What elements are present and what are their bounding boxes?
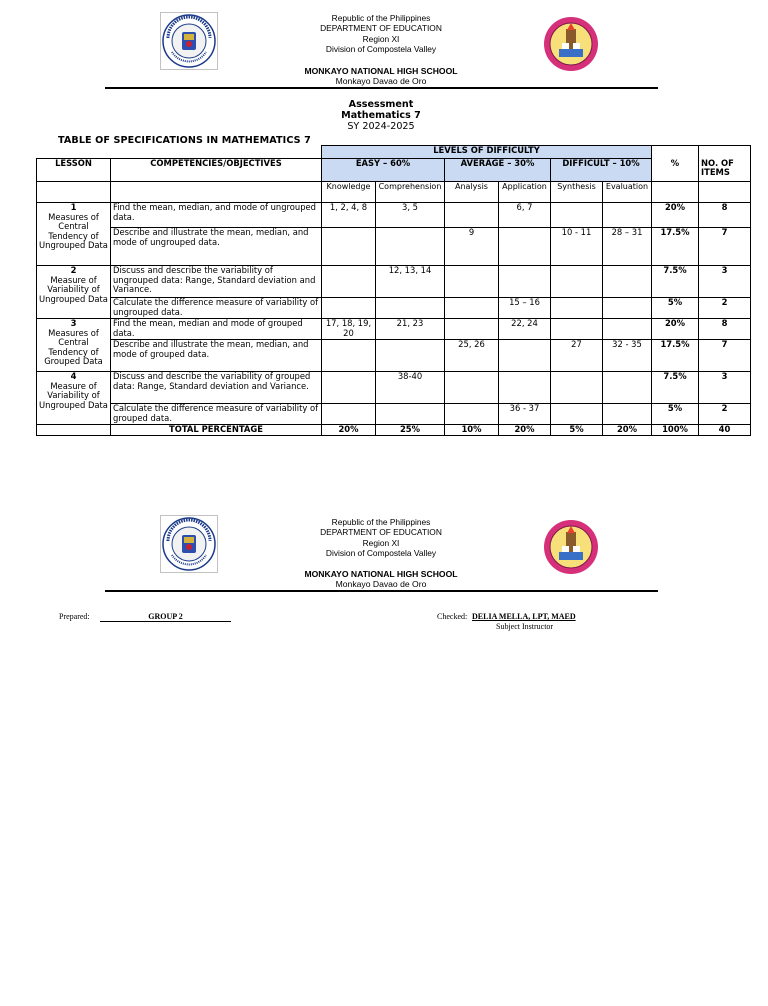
table-row bbox=[37, 372, 751, 404]
objective-cell: Describe and illustrate the mean, median, and mode of ungrouped data. bbox=[111, 228, 322, 266]
knowledge-cell bbox=[322, 298, 376, 319]
synthesis-cell bbox=[551, 404, 603, 425]
header-line-deped: DEPARTMENT OF EDUCATION bbox=[320, 527, 442, 538]
table-row-subheader bbox=[37, 182, 751, 203]
school-name: MONKAYO NATIONAL HIGH SCHOOL bbox=[304, 66, 458, 76]
school-address: Monkayo Davao de Oro bbox=[335, 76, 427, 86]
evaluation-cell bbox=[603, 372, 652, 404]
application-cell bbox=[499, 340, 551, 372]
header-rule-bottom bbox=[105, 590, 658, 592]
lesson-cell bbox=[37, 266, 111, 319]
total-percent: 100% bbox=[652, 425, 699, 436]
header-line-region: Region XI bbox=[362, 33, 400, 44]
col-lesson: LESSON bbox=[37, 159, 111, 182]
table-row-levels bbox=[37, 146, 751, 159]
percent-cell: 7.5% bbox=[652, 372, 699, 404]
lesson-number: 4 bbox=[70, 371, 77, 381]
lesson-number: 3 bbox=[70, 318, 77, 328]
col-average: AVERAGE – 30% bbox=[445, 159, 551, 182]
comprehension-cell: 21, 23 bbox=[376, 319, 445, 340]
table-row bbox=[37, 266, 751, 298]
knowledge-cell: 17, 18, 19, 20 bbox=[322, 319, 376, 340]
header-rule-top bbox=[105, 87, 658, 89]
school-year: SY 2024-2025 bbox=[347, 121, 415, 132]
lesson-name: Measures of Central Tendency of Grouped Data bbox=[44, 327, 103, 367]
total-synthesis: 5% bbox=[551, 425, 603, 436]
comprehension-cell bbox=[376, 228, 445, 266]
lesson-cell bbox=[37, 319, 111, 372]
school-address: Monkayo Davao de Oro bbox=[335, 579, 427, 589]
comprehension-cell: 12, 13, 14 bbox=[376, 266, 445, 298]
items-cell: 2 bbox=[699, 298, 751, 319]
analysis-cell bbox=[445, 298, 499, 319]
analysis-cell bbox=[445, 404, 499, 425]
application-cell bbox=[499, 228, 551, 266]
school-name: MONKAYO NATIONAL HIGH SCHOOL bbox=[304, 569, 458, 579]
percent-cell: 7.5% bbox=[652, 266, 699, 298]
sub-knowledge: Knowledge bbox=[322, 182, 376, 203]
knowledge-cell bbox=[322, 372, 376, 404]
comprehension-cell: 38-40 bbox=[376, 372, 445, 404]
percent-cell: 17.5% bbox=[652, 228, 699, 266]
table-row bbox=[37, 340, 751, 372]
total-analysis: 10% bbox=[445, 425, 499, 436]
total-evaluation: 20% bbox=[603, 425, 652, 436]
evaluation-cell bbox=[603, 319, 652, 340]
percent-cell: 17.5% bbox=[652, 340, 699, 372]
application-cell: 22, 24 bbox=[499, 319, 551, 340]
percent-cell: 20% bbox=[652, 319, 699, 340]
objective-cell: Find the mean, median and mode of grouped data. bbox=[111, 319, 322, 340]
sub-application: Application bbox=[499, 182, 551, 203]
col-easy: EASY – 60% bbox=[322, 159, 445, 182]
application-cell: 15 – 16 bbox=[499, 298, 551, 319]
total-items: 40 bbox=[699, 425, 751, 436]
checked-by: DELIA MELLA, LPT, MAED bbox=[472, 612, 576, 621]
comprehension-cell bbox=[376, 404, 445, 425]
col-items: NO. OF ITEMS bbox=[699, 159, 751, 182]
checked-title: Subject Instructor bbox=[496, 622, 554, 631]
analysis-cell bbox=[445, 319, 499, 340]
lesson-cell bbox=[37, 372, 111, 425]
synthesis-cell bbox=[551, 298, 603, 319]
evaluation-cell bbox=[603, 298, 652, 319]
synthesis-cell: 27 bbox=[551, 340, 603, 372]
school-logo-icon bbox=[542, 15, 600, 73]
synthesis-cell bbox=[551, 266, 603, 298]
analysis-cell: 9 bbox=[445, 228, 499, 266]
sub-analysis: Analysis bbox=[445, 182, 499, 203]
objective-cell: Discuss and describe the variability of grouped data: Range, Standard deviation and Variance. bbox=[111, 372, 322, 404]
synthesis-cell bbox=[551, 319, 603, 340]
items-cell: 3 bbox=[699, 372, 751, 404]
header-line-region: Region XI bbox=[362, 537, 400, 548]
specifications-table bbox=[36, 145, 751, 436]
application-cell: 6, 7 bbox=[499, 203, 551, 228]
table-row bbox=[37, 203, 751, 228]
lesson-number: 2 bbox=[70, 265, 77, 275]
school-logo-icon bbox=[542, 518, 600, 576]
assessment-subject: Mathematics 7 bbox=[341, 110, 421, 121]
synthesis-cell bbox=[551, 203, 603, 228]
levels-header: LEVELS OF DIFFICULTY bbox=[322, 146, 652, 159]
header-line-deped: DEPARTMENT OF EDUCATION bbox=[320, 23, 442, 34]
items-cell: 3 bbox=[699, 266, 751, 298]
table-title: TABLE OF SPECIFICATIONS IN MATHEMATICS 7 bbox=[58, 135, 311, 146]
comprehension-cell: 3, 5 bbox=[376, 203, 445, 228]
checked-label: Checked: bbox=[437, 612, 468, 621]
sub-comprehension: Comprehension bbox=[376, 182, 445, 203]
knowledge-cell bbox=[322, 404, 376, 425]
analysis-cell bbox=[445, 203, 499, 228]
knowledge-cell bbox=[322, 266, 376, 298]
comprehension-cell bbox=[376, 298, 445, 319]
lesson-name: Measure of Variability of Ungrouped Data bbox=[39, 274, 108, 304]
lesson-cell bbox=[37, 203, 111, 266]
total-comprehension: 25% bbox=[376, 425, 445, 436]
items-cell: 8 bbox=[699, 319, 751, 340]
header-line-republic: Republic of the Philippines bbox=[331, 13, 431, 23]
table-row-header bbox=[37, 159, 751, 182]
evaluation-cell bbox=[603, 203, 652, 228]
header-line-republic: Republic of the Philippines bbox=[331, 517, 431, 527]
table-row bbox=[37, 228, 751, 266]
objective-cell: Calculate the difference measure of variability of ungrouped data. bbox=[111, 298, 322, 319]
items-cell: 2 bbox=[699, 404, 751, 425]
sub-evaluation: Evaluation bbox=[603, 182, 652, 203]
page-header-bottom bbox=[0, 513, 768, 608]
application-cell: 36 - 37 bbox=[499, 404, 551, 425]
items-cell: 7 bbox=[699, 228, 751, 266]
total-label: TOTAL PERCENTAGE bbox=[111, 425, 322, 436]
evaluation-cell: 28 – 31 bbox=[603, 228, 652, 266]
prepared-by: GROUP 2 bbox=[148, 612, 183, 621]
lesson-name: Measures of Central Tendency of Ungrouped Data bbox=[39, 211, 108, 251]
lesson-number: 1 bbox=[70, 202, 77, 212]
col-competencies: COMPETENCIES/OBJECTIVES bbox=[111, 159, 322, 182]
evaluation-cell bbox=[603, 266, 652, 298]
objective-cell: Calculate the difference measure of variability of grouped data. bbox=[111, 404, 322, 425]
objective-cell: Discuss and describe the variability of ungrouped data: Range, Standard deviation and Variance. bbox=[111, 266, 322, 298]
total-knowledge: 20% bbox=[322, 425, 376, 436]
application-cell bbox=[499, 372, 551, 404]
analysis-cell: 25, 26 bbox=[445, 340, 499, 372]
prepared-label: Prepared: bbox=[59, 612, 90, 621]
table-row bbox=[37, 319, 751, 340]
knowledge-cell bbox=[322, 340, 376, 372]
header-line-division: Division of Compostela Valley bbox=[325, 44, 437, 55]
objective-cell: Describe and illustrate the mean, median, and mode of grouped data. bbox=[111, 340, 322, 372]
items-cell: 8 bbox=[699, 203, 751, 228]
col-difficult: DIFFICULT – 10% bbox=[551, 159, 652, 182]
percent-cell: 20% bbox=[652, 203, 699, 228]
table-row bbox=[37, 298, 751, 319]
page-header-top bbox=[0, 10, 768, 105]
table-row bbox=[37, 404, 751, 425]
table-row-total bbox=[37, 425, 751, 436]
lesson-name: Measure of Variability of Ungrouped Data bbox=[39, 380, 108, 410]
deped-seal-icon bbox=[160, 12, 218, 70]
synthesis-cell: 10 - 11 bbox=[551, 228, 603, 266]
objective-cell: Find the mean, median, and mode of ungrouped data. bbox=[111, 203, 322, 228]
assessment-title: Assessment bbox=[348, 99, 414, 110]
analysis-cell bbox=[445, 266, 499, 298]
evaluation-cell: 32 - 35 bbox=[603, 340, 652, 372]
col-percent: % bbox=[652, 159, 699, 182]
application-cell bbox=[499, 266, 551, 298]
knowledge-cell: 1, 2, 4, 8 bbox=[322, 203, 376, 228]
synthesis-cell bbox=[551, 372, 603, 404]
comprehension-cell bbox=[376, 340, 445, 372]
analysis-cell bbox=[445, 372, 499, 404]
evaluation-cell bbox=[603, 404, 652, 425]
deped-seal-icon bbox=[160, 515, 218, 573]
sub-synthesis: Synthesis bbox=[551, 182, 603, 203]
percent-cell: 5% bbox=[652, 404, 699, 425]
percent-cell: 5% bbox=[652, 298, 699, 319]
total-application: 20% bbox=[499, 425, 551, 436]
knowledge-cell bbox=[322, 228, 376, 266]
items-cell: 7 bbox=[699, 340, 751, 372]
header-line-division: Division of Compostela Valley bbox=[325, 548, 437, 559]
